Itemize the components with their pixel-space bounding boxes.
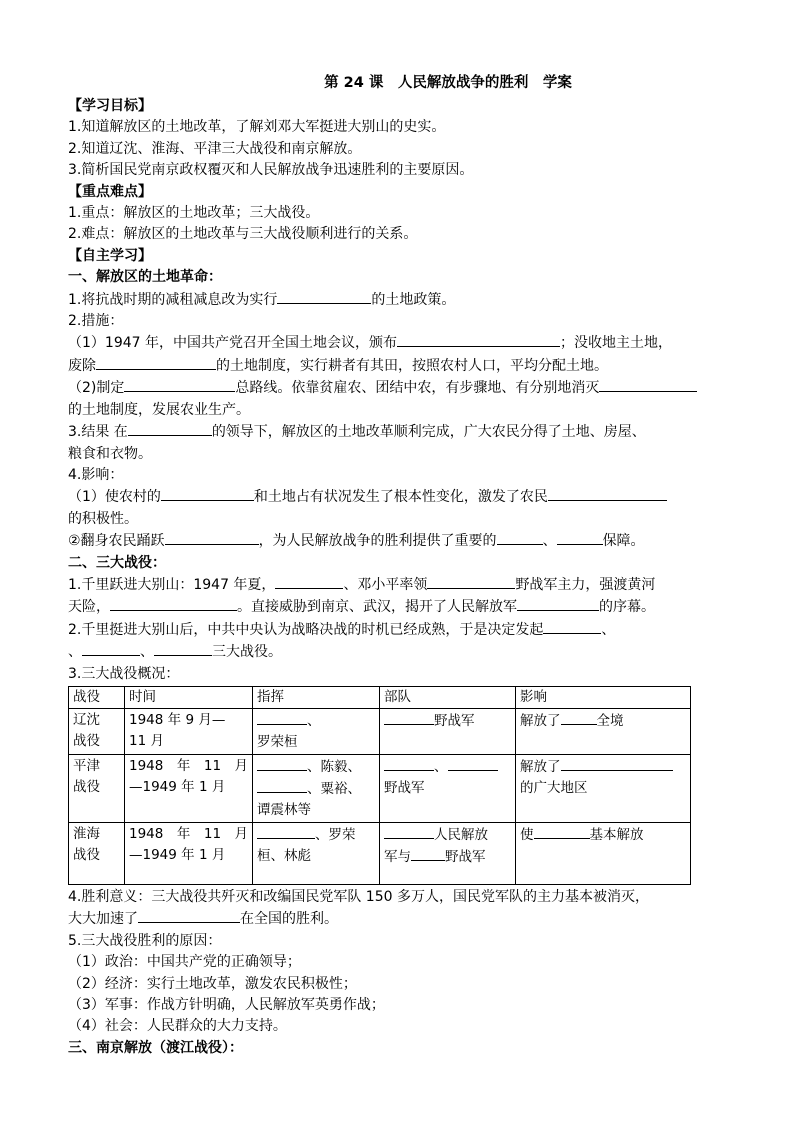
- answer-blank[interactable]: [427, 574, 515, 589]
- reason-item: （2）经济：实行土地改革，激发农民积极性；: [68, 975, 357, 992]
- table-header: 时间: [125, 686, 253, 708]
- answer-blank[interactable]: [534, 824, 590, 839]
- battle-time: 1948 年 11 月 —1949 年 1 月: [125, 754, 253, 822]
- section-2-heading: 二、三大战役：: [68, 554, 166, 571]
- sec2-q4: 4.胜利意义：三大战役共歼灭和改编国民党军队 150 多万人，国民党军队的主力基本被消灭，: [68, 888, 649, 905]
- answer-blank[interactable]: [124, 377, 235, 392]
- table-header: 影响: [516, 686, 691, 708]
- battle-troops: 、 野战军: [380, 754, 516, 822]
- answer-blank[interactable]: [96, 355, 216, 370]
- battle-effect: 解放了 全境: [516, 708, 691, 754]
- sec1-q2: 2.措施：: [68, 313, 124, 330]
- sec1-q4-2: ②翻身农民踊跃 ，为人民解放战争的胜利提供了重要的 、 保障。: [68, 530, 728, 552]
- battle-name: 平津 战役: [69, 754, 125, 822]
- battle-commander: 、陈毅、 、粟裕、 谭震林等: [253, 754, 380, 822]
- self-study-heading: 【自主学习】: [68, 247, 152, 264]
- battle-effect: 解放了 的广大地区: [516, 754, 691, 822]
- table-header: 指挥: [253, 686, 380, 708]
- battle-troops: 人民解放 军与 野战军: [380, 822, 516, 884]
- goal-item: 3.简析国民党南京政权覆灭和人民解放战争迅速胜利的主要原因。: [68, 162, 474, 179]
- answer-blank[interactable]: [599, 377, 697, 392]
- sec1-q2-2: （2)制定 总路线。依靠贫雇农、团结中农，有步骤地、有分别地消灭: [68, 377, 728, 399]
- reason-item: （4）社会：人民群众的大力支持。: [68, 1018, 287, 1035]
- battle-name: 辽沈 战役: [69, 708, 125, 754]
- answer-blank[interactable]: [275, 574, 343, 589]
- reason-item: （1）政治：中国共产党的正确领导；: [68, 954, 301, 971]
- answer-blank[interactable]: [257, 710, 307, 725]
- answer-blank[interactable]: [128, 421, 212, 436]
- sec1-q2-1-cont: 废除 的土地制度，实行耕者有其田，按照农村人口，平均分配土地。: [68, 355, 728, 377]
- answer-blank[interactable]: [517, 596, 599, 611]
- answer-blank[interactable]: [138, 908, 240, 923]
- page-title: 第 24 课 人民解放战争的胜利 学案: [324, 75, 572, 91]
- answer-blank[interactable]: [154, 641, 212, 656]
- sec2-q4-cont: 大大加速了 在全国的胜利。: [68, 908, 728, 930]
- battle-effect: 使 基本解放: [516, 822, 691, 884]
- answer-blank[interactable]: [548, 486, 667, 501]
- sec1-q4-1-cont: 的积极性。: [68, 510, 138, 527]
- answer-blank[interactable]: [497, 530, 543, 545]
- battle-commander: 、罗荣 桓、林彪: [253, 822, 380, 884]
- sec2-q5: 5.三大战役胜利的原因：: [68, 932, 222, 949]
- reason-item: （3）军事：作战方针明确，人民解放军英勇作战；: [68, 997, 385, 1013]
- section-3-heading: 三、南京解放（渡江战役）：: [68, 1039, 243, 1056]
- section-1-heading: 一、解放区的土地革命：: [68, 269, 222, 286]
- key-point: 1.重点：解放区的土地改革；三大战役。: [68, 205, 320, 222]
- sec1-q1: 1.将抗战时期的减租减息改为实行 的土地政策。: [68, 289, 728, 311]
- sec2-q2-cont: 、 、 三大战役。: [68, 641, 728, 663]
- answer-blank[interactable]: [411, 846, 445, 861]
- sec2-q2: 2.千里挺进大别山后，中共中央认为战略决战的时机已经成熟，于是决定发起 、: [68, 619, 728, 641]
- answer-blank[interactable]: [82, 641, 140, 656]
- answer-blank[interactable]: [557, 530, 603, 545]
- key-point: 2.难点：解放区的土地改革与三大战役顺利进行的关系。: [68, 226, 418, 243]
- sec1-q2-1: （1）1947 年，中国共产党召开全国土地会议，颁布 ；没收地主土地，: [68, 332, 728, 354]
- battle-commander: 、 罗荣桓: [253, 708, 380, 754]
- answer-blank[interactable]: [543, 619, 601, 634]
- answer-blank[interactable]: [257, 756, 307, 771]
- sec2-q1-cont: 天险， 。直接威胁到南京、武汉，揭开了人民解放军 的序幕。: [68, 596, 728, 618]
- worksheet: [68, 70, 728, 1059]
- key-heading: 【重点难点】: [68, 183, 152, 200]
- table-header: 战役: [69, 686, 125, 708]
- table-header: 部队: [380, 686, 516, 708]
- battles-table: [68, 686, 691, 885]
- answer-blank[interactable]: [384, 756, 434, 771]
- goals-heading: 【学习目标】: [68, 98, 152, 114]
- battle-time: 1948 年 9 月— 11 月: [125, 708, 253, 754]
- answer-blank[interactable]: [165, 530, 259, 545]
- battle-troops: 野战军: [380, 708, 516, 754]
- table-row: [69, 708, 691, 754]
- answer-blank[interactable]: [384, 824, 434, 839]
- answer-blank[interactable]: [257, 778, 307, 793]
- answer-blank[interactable]: [277, 289, 371, 304]
- table-row: [69, 754, 691, 822]
- answer-blank[interactable]: [384, 710, 434, 725]
- answer-blank[interactable]: [448, 756, 498, 771]
- sec2-q1: 1.千里跃进大别山：1947 年夏， 、邓小平率领 野战军主力，强渡黄河: [68, 574, 728, 596]
- sec1-q4-1: （1）使农村的 和土地占有状况发生了根本性变化，激发了农民: [68, 486, 728, 508]
- battle-time: 1948 年 11 月 —1949 年 1 月: [125, 822, 253, 884]
- table-header-row: [69, 686, 691, 708]
- sec1-q2-2-cont: 的土地制度，发展农业生产。: [68, 401, 250, 418]
- answer-blank[interactable]: [161, 486, 254, 501]
- goal-item: 1.知道解放区的土地改革，了解刘邓大军挺进大别山的史实。: [68, 119, 446, 136]
- answer-blank[interactable]: [561, 710, 597, 725]
- answer-blank[interactable]: [561, 756, 673, 771]
- sec1-q4: 4.影响：: [68, 466, 124, 483]
- goal-item: 2.知道辽沈、淮海、平津三大战役和南京解放。: [68, 140, 362, 157]
- sec1-q3: 3.结果 在 的领导下，解放区的土地改革顺利完成，广大农民分得了土地、房屋、: [68, 421, 728, 443]
- answer-blank[interactable]: [257, 824, 315, 839]
- sec2-q3: 3.三大战役概况：: [68, 665, 180, 682]
- sec1-q3-cont: 粮食和衣物。: [68, 445, 152, 462]
- table-row: [69, 822, 691, 884]
- answer-blank[interactable]: [397, 332, 560, 347]
- answer-blank[interactable]: [110, 596, 237, 611]
- battle-name: 淮海 战役: [69, 822, 125, 884]
